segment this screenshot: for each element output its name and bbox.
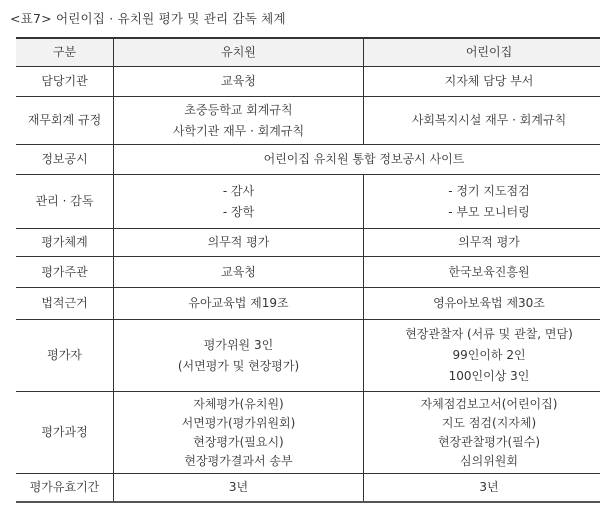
cell-line: 의무적 평가 <box>458 235 520 249</box>
row-label: 법적근거 <box>16 288 114 320</box>
cell-line: 3년 <box>228 479 249 494</box>
daycare-cell <box>364 257 600 288</box>
cell-line: 사회복지시설 재무 · 회계규칙 <box>411 113 567 127</box>
kindergarten-cell <box>114 320 364 392</box>
cell-line: 한국보육진흥원 <box>448 264 530 279</box>
cell-line: 자체점검보고서(어린이집) <box>420 396 558 411</box>
row-label: 정보공시 <box>16 145 114 175</box>
kindergarten-cell <box>114 175 364 229</box>
table-row <box>16 392 600 474</box>
cell-line: 현장관찰평가(필수) <box>437 434 541 449</box>
cell-line: 사학기관 재무 · 회계규칙 <box>172 123 305 138</box>
cell-line: 영유아보육법 제30조 <box>433 296 545 310</box>
cell-line: 지도 점검(지자체) <box>441 415 537 430</box>
daycare-cell <box>364 320 600 392</box>
cell-line: 현장평가(필요시) <box>193 434 284 449</box>
daycare-cell <box>364 288 600 320</box>
cell-line: 교육청 <box>221 74 256 88</box>
row-label: 평가유효기간 <box>16 474 114 502</box>
row-label: 평가주관 <box>16 257 114 288</box>
table-caption: <표7> 어린이집 · 유치원 평가 및 관리 감독 체계 <box>10 11 286 26</box>
comparison-table <box>16 37 600 503</box>
table-row <box>16 257 600 288</box>
row-label: 재무회계 규정 <box>16 97 114 145</box>
table-row <box>16 474 600 502</box>
header-row <box>16 38 600 67</box>
kindergarten-cell <box>114 392 364 474</box>
cell-line: 3년 <box>479 479 499 494</box>
kindergarten-cell <box>114 257 364 288</box>
cell-line: - 정기 지도점검 <box>448 183 530 198</box>
cell-line: 100인이상 3인 <box>448 369 530 383</box>
cell-line: 교육청 <box>221 264 256 279</box>
cell-line: 99인이하 2인 <box>452 348 526 362</box>
kindergarten-cell <box>114 67 364 97</box>
daycare-cell <box>364 474 600 502</box>
daycare-cell <box>364 97 600 145</box>
cell-line: 유아교육법 제19조 <box>188 296 289 310</box>
cell-line: 평가위원 3인 <box>203 337 274 352</box>
cell-line: 지자체 담당 부서 <box>444 74 534 88</box>
table-row <box>16 288 600 320</box>
header-daycare: 어린이집 <box>364 38 600 67</box>
daycare-cell <box>364 175 600 229</box>
cell-line: 심의위원회 <box>460 453 518 468</box>
table-row <box>16 175 600 229</box>
table-row <box>16 67 600 97</box>
daycare-cell <box>364 392 600 474</box>
kindergarten-cell <box>114 229 364 257</box>
kindergarten-cell <box>114 288 364 320</box>
cell-line: 현장관찰자 (서류 및 관찰, 면담) <box>405 327 573 341</box>
row-label: 평가자 <box>16 320 114 392</box>
cell-line: - 감사 <box>222 183 255 198</box>
cell-line: - 부모 모니터링 <box>448 204 530 219</box>
kindergarten-cell <box>114 474 364 502</box>
cell-line: 자체평가(유치원) <box>193 396 284 411</box>
cell-line: - 장학 <box>222 204 255 219</box>
cell-line: 의무적 평가 <box>207 235 270 249</box>
row-label: 관리 · 감독 <box>16 175 114 229</box>
cell-line: 현장평가결과서 송부 <box>184 453 293 468</box>
table-row <box>16 97 600 145</box>
header-category: 구분 <box>16 38 114 67</box>
cell-line: 서면평가(평가위원회) <box>181 415 296 430</box>
table-row <box>16 229 600 257</box>
merged-cell: 어린이집 유치원 통합 정보공시 사이트 <box>114 145 600 175</box>
table-row <box>16 145 600 175</box>
daycare-cell <box>364 67 600 97</box>
row-label: 평가과정 <box>16 392 114 474</box>
daycare-cell <box>364 229 600 257</box>
cell-line: (서면평가 및 현장평가) <box>177 358 300 373</box>
row-label: 평가체계 <box>16 229 114 257</box>
cell-line: 초중등학교 회계규칙 <box>184 102 293 117</box>
header-kindergarten: 유치원 <box>114 38 364 67</box>
kindergarten-cell <box>114 97 364 145</box>
table-row <box>16 320 600 392</box>
row-label: 담당기관 <box>16 67 114 97</box>
